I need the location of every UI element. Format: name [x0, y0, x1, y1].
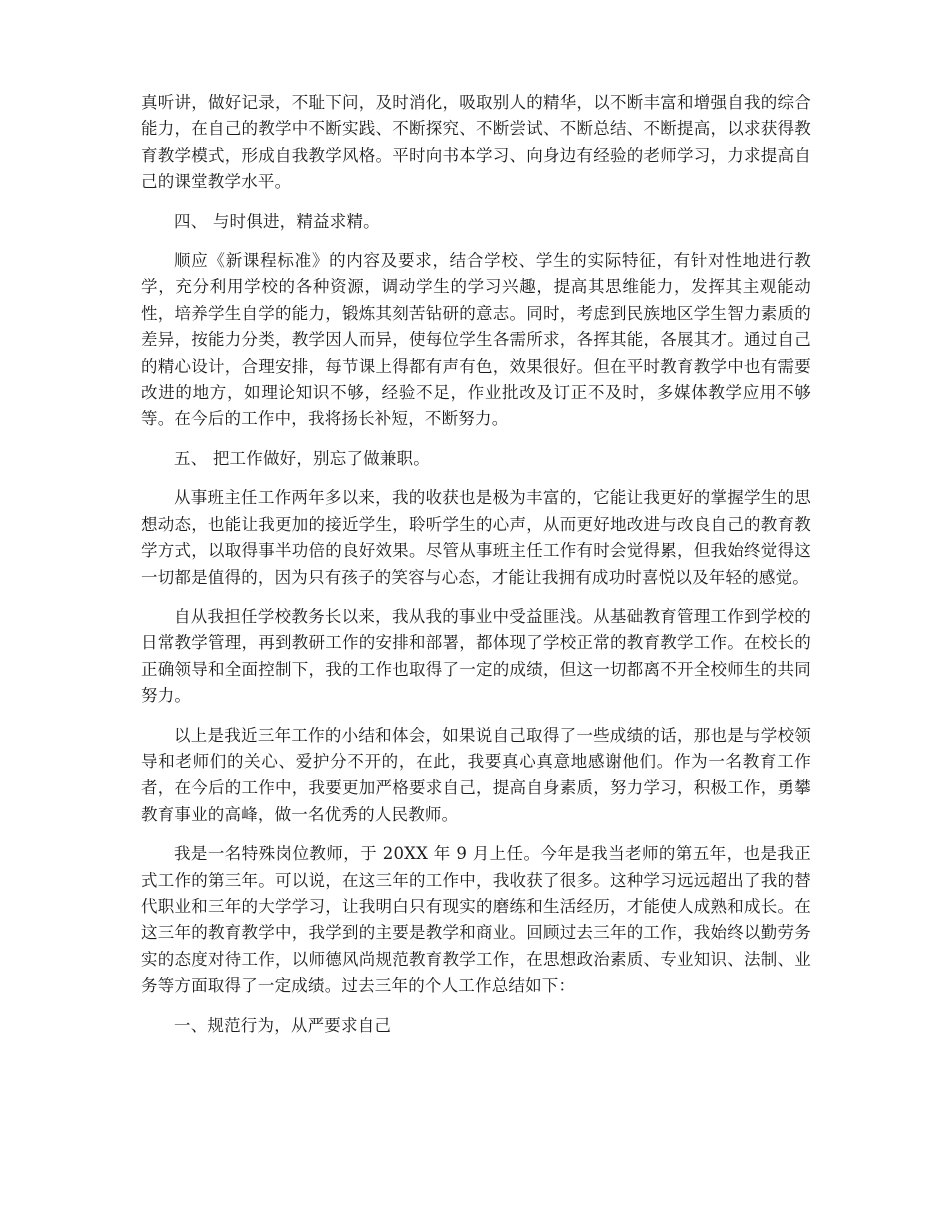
- section-heading-4: 四、 与时俱进，精益求精。: [174, 211, 380, 231]
- paragraph-continued: 真听讲，做好记录，不耻下问，及时消化，吸取别人的精华，以不断丰富和增强自我的综合能力，在自己的教学中不断实践、不断探究、不断尝试、不断总结、不断提高，以求获得教育教学模式，形成自我教学风格。平时向书本学习、向身边有经验的老师学习，力求提高自己的课堂教学水平。: [141, 93, 811, 192]
- section-heading-1: 一、规范行为，从严要求自己: [174, 1015, 392, 1035]
- paragraph: 从事班主任工作两年多以来，我的收获也是极为丰富的，它能让我更好的掌握学生的思想动态，也能让我更加的接近学生，聆听学生的心声，从而更好地改进与改良自己的教育教学方式，以取得事半功倍的良好效果。尽管从事班主任工作有时会觉得累，但我始终觉得这一切都是值得的，因为只有孩子的笑容与心态，才能让我拥有成功时喜悦以及年轻的感觉。: [141, 488, 811, 587]
- paragraph: 我是一名特殊岗位教师，于 20XX 年 9 月上任。今年是我当老师的第五年，也是我正式工作的第三年。可以说，在这三年的工作中，我收获了很多。这种学习远远超出了我的替代职业和三年的大学学习，让我明白只有现实的磨练和生活经历，才能使人成熟和成长。在这三年的教育教学中，我学到的主要是教学和商业。回顾过去三年的工作，我始终以勤劳务实的态度对待工作，以师德风尚规范教育教学工作，在思想政治素质、专业知识、法制、业务等方面取得了一定成绩。过去三年的个人工作总结如下：: [141, 844, 811, 996]
- paragraph: 顺应《新课程标准》的内容及要求，结合学校、学生的实际特征，有针对性地进行教学，充分利用学校的各种资源，调动学生的学习兴趣，提高其思维能力，发挥其主观能动性，培养学生自学的能力，锻炼其刻苦钻研的意志。同时，考虑到民族地区学生智力素质的差异，按能力分类，教学因人而异，使每位学生各需所求，各挥其能，各展其才。通过自己的精心设计，合理安排，每节课上得都有声有色，效果很好。但在平时教育教学中也有需要改进的地方，如理论知识不够，经验不足，作业批改及订正不及时，多媒体教学应用不够等。在今后的工作中，我将扬长补短，不断努力。: [141, 251, 811, 429]
- paragraph: 以上是我近三年工作的小结和体会，如果说自己取得了一些成绩的话，那也是与学校领导和老师们的关心、爱护分不开的，在此，我要真心真意地感谢他们。作为一名教育工作者，在今后的工作中，我要更加严格要求自己，提高自身素质，努力学习，积极工作，勇攀教育事业的高峰，做一名优秀的人民教师。: [141, 725, 811, 824]
- paragraph: 自从我担任学校教务长以来，我从我的事业中受益匪浅。从基础教育管理工作到学校的日常教学管理，再到教研工作的安排和部署，都体现了学校正常的教育教学工作。在校长的正确领导和全面控制下，我的工作也取得了一定的成绩，但这一切都离不开全校师生的共同努力。: [141, 606, 811, 706]
- document-body: [141, 90, 811, 1052]
- section-heading-5: 五、 把工作做好，别忘了做兼职。: [174, 448, 430, 468]
